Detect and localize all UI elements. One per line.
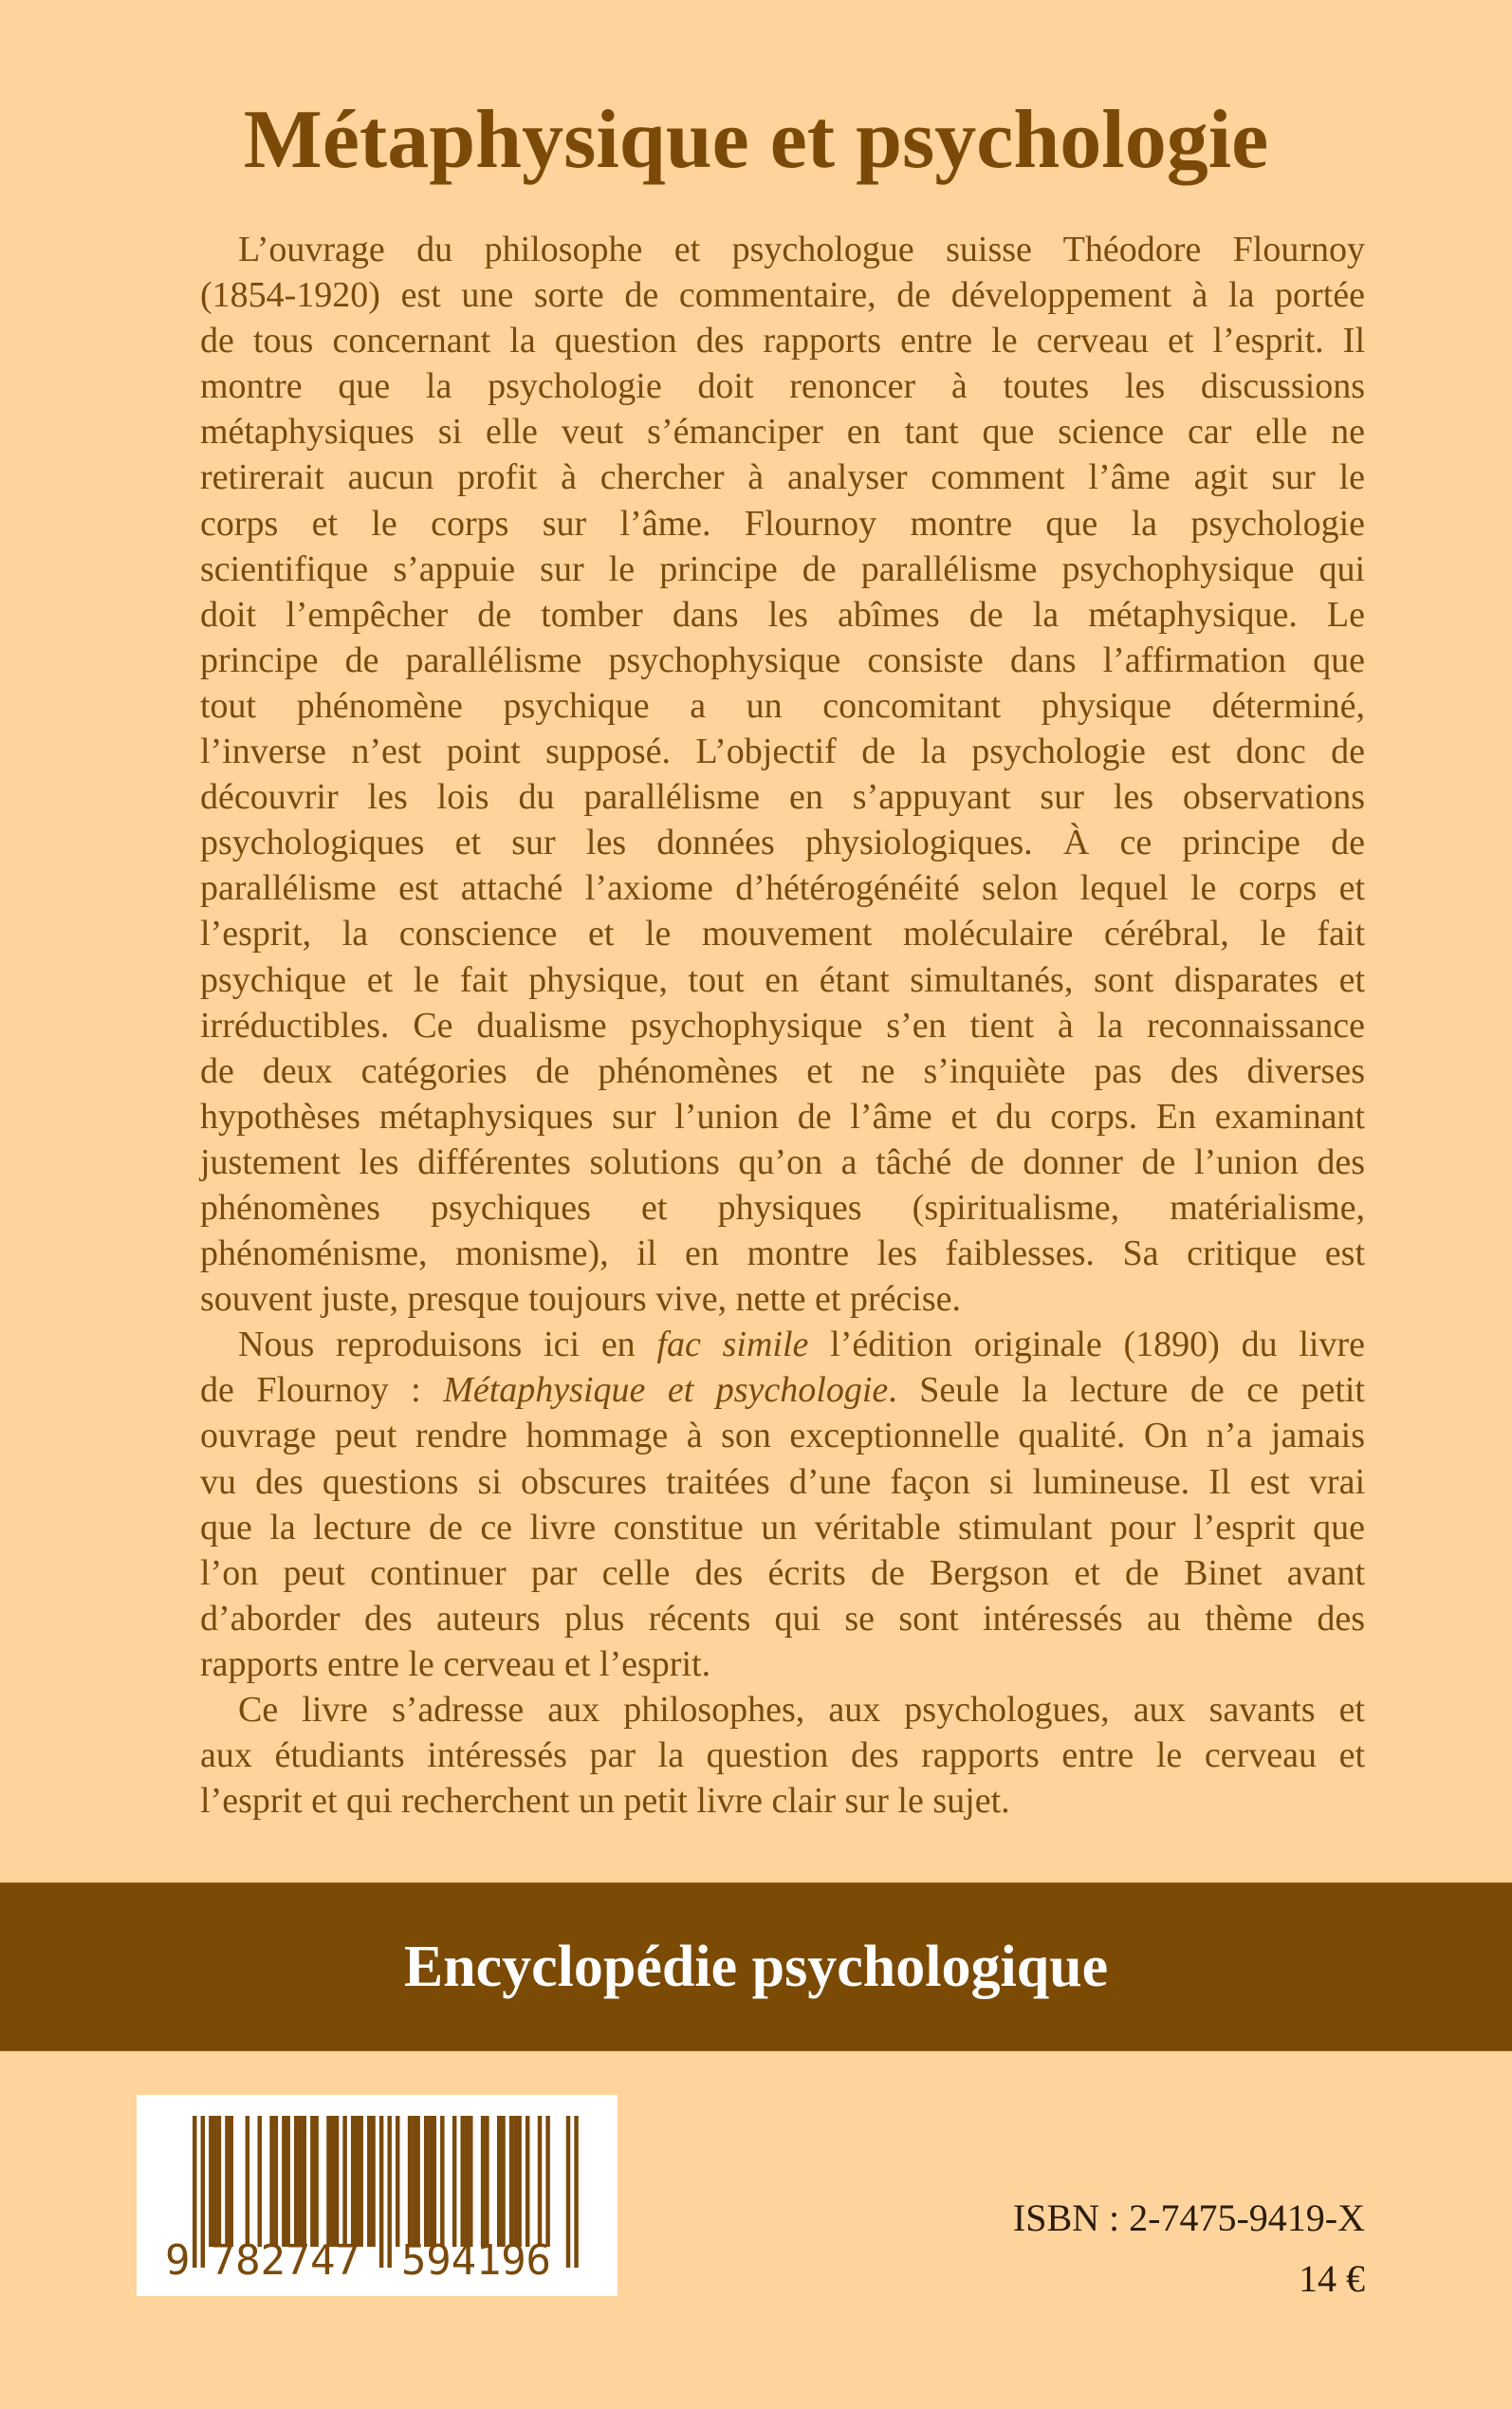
barcode-bar xyxy=(225,2116,229,2247)
text-line xyxy=(200,454,1365,500)
text-line xyxy=(200,547,1365,592)
text-segment: rapports entre le cerveau et l’esprit. xyxy=(200,1643,711,1684)
price: 14 € xyxy=(1299,2257,1365,2300)
barcode-bar xyxy=(428,2116,432,2247)
text-segment: . Seule la lecture de ce petit xyxy=(888,1370,1365,1411)
text-segment: hypothèses métaphysiques sur l’union de l’âme et du corps. En examinant xyxy=(200,1096,1365,1137)
text-line xyxy=(200,1550,1365,1596)
text-line xyxy=(200,592,1365,638)
barcode-bar xyxy=(509,2116,513,2247)
text-line xyxy=(200,409,1365,454)
text-line xyxy=(200,638,1365,683)
barcode-bar xyxy=(342,2116,346,2247)
paragraph xyxy=(200,1322,1365,1687)
barcode-bar xyxy=(335,2116,339,2247)
text-line xyxy=(200,1596,1365,1641)
text-segment: l’esprit et qui recherchent un petit livre clair sur le sujet. xyxy=(200,1781,1010,1822)
barcode-bar xyxy=(230,2116,233,2247)
text-segment: de tous concernant la question des rapports entre le cerveau et l’esprit. Il xyxy=(200,321,1365,361)
barcode-bar xyxy=(387,2116,391,2268)
text-segment: l’édition originale (1890) du livre xyxy=(808,1325,1365,1365)
text-segment: psychique et le fait physique, tout en étant simultanés, sont disparates et xyxy=(200,959,1365,1000)
text-segment: aux étudiants intéressés par la question des rapports entre le cerveau et xyxy=(200,1735,1365,1776)
barcode-bar xyxy=(371,2116,375,2247)
book-title: Métaphysique et psychologie xyxy=(243,94,1269,186)
barcode-bar xyxy=(331,2116,335,2247)
barcode-bar xyxy=(359,2116,362,2247)
text-segment: doit l’empêcher de tomber dans les abîmes de la métaphysique. Le xyxy=(200,594,1365,635)
barcode-bar xyxy=(282,2116,286,2247)
text-segment: métaphysiques si elle veut s’émanciper en tant que science car elle ne xyxy=(200,412,1365,453)
text-line xyxy=(200,774,1365,820)
text-line xyxy=(200,227,1365,272)
barcode-bar xyxy=(440,2116,444,2247)
barcode-bar xyxy=(326,2116,330,2247)
barcode-right-group-text: 594196 xyxy=(401,2236,551,2285)
barcode xyxy=(137,2095,618,2296)
text-segment: irréductibles. Ce dualisme psychophysique s’en tient à la reconnaissance xyxy=(200,1005,1365,1046)
barcode-bar xyxy=(269,2116,273,2247)
text-line xyxy=(200,1778,1365,1824)
barcode-bar xyxy=(465,2116,469,2247)
text-line xyxy=(200,1185,1365,1231)
barcode-bar xyxy=(209,2116,212,2247)
text-segment: parallélisme est attaché l’axiome d’hétérogénéité selon lequel le corps et xyxy=(200,868,1365,909)
barcode-bar xyxy=(566,2116,570,2268)
italic-title: fac simile xyxy=(656,1325,809,1365)
text-segment: justement les différentes solutions qu’on a tâché de donner de l’union des xyxy=(200,1141,1365,1182)
text-line xyxy=(200,1140,1365,1185)
barcode-bar xyxy=(469,2116,472,2247)
text-segment: souvent juste, presque toujours vive, nette et précise. xyxy=(200,1279,962,1320)
barcode-bar xyxy=(303,2116,306,2247)
barcode-first-digit-text: 9 xyxy=(165,2236,191,2285)
barcode-bar xyxy=(517,2116,521,2247)
barcode-bar xyxy=(485,2116,489,2247)
text-line xyxy=(200,1231,1365,1276)
barcode-bars xyxy=(137,2095,618,2296)
text-line xyxy=(200,1505,1365,1550)
text-segment: corps et le corps sur l’âme. Flournoy montre que la psychologie xyxy=(200,503,1365,544)
text-line xyxy=(200,1276,1365,1322)
barcode-bar xyxy=(314,2116,318,2247)
text-segment: principe de parallélisme psychophysique consiste dans l’affirmation que xyxy=(200,639,1365,680)
text-segment: L’ouvrage du philosophe et psychologue suisse Théodore Flournoy xyxy=(238,230,1365,269)
text-line xyxy=(200,1367,1365,1413)
barcode-bar xyxy=(294,2116,298,2247)
barcode-bar xyxy=(298,2116,302,2247)
text-segment: vu des questions si obscures traitées d’une façon si lumineuse. Il est vrai xyxy=(200,1461,1365,1502)
italic-title: Métaphysique et psychologie xyxy=(443,1370,889,1411)
text-segment: de Flournoy : xyxy=(200,1370,444,1411)
barcode-bar xyxy=(412,2116,415,2247)
text-line xyxy=(200,318,1365,363)
text-line xyxy=(200,1003,1365,1048)
series-title: Encyclopédie psychologique xyxy=(403,1934,1109,1999)
barcode-bar xyxy=(310,2116,314,2247)
text-segment: phénoménisme, monisme), il en montre les faiblesses. Sa critique est xyxy=(200,1233,1365,1274)
barcode-bar xyxy=(379,2116,383,2268)
barcode-bar xyxy=(217,2116,221,2247)
back-cover-blurb xyxy=(200,227,1365,1824)
text-segment: psychologiques et sur les données physiologiques. À ce principe de xyxy=(200,823,1365,863)
barcode-bar xyxy=(367,2116,371,2247)
text-line xyxy=(200,820,1365,865)
text-segment: l’esprit, la conscience et le mouvement moléculaire cérébral, le fait xyxy=(200,914,1365,954)
text-line xyxy=(200,1048,1365,1094)
text-line xyxy=(200,911,1365,956)
text-line xyxy=(200,683,1365,729)
barcode-bar xyxy=(286,2116,289,2247)
text-line xyxy=(200,1094,1365,1140)
text-line xyxy=(200,1413,1365,1458)
text-line xyxy=(200,865,1365,911)
barcode-bar xyxy=(460,2116,464,2247)
text-segment: que la lecture de ce livre constitue un véritable stimulant pour l’esprit que xyxy=(200,1507,1365,1547)
barcode-bar xyxy=(452,2116,456,2247)
text-line xyxy=(200,1322,1365,1367)
barcode-bar xyxy=(274,2116,278,2247)
barcode-bar xyxy=(201,2116,205,2268)
barcode-bar xyxy=(574,2116,578,2268)
text-segment: l’on peut continuer par celle des écrits de Bergson et de Binet avant xyxy=(200,1552,1365,1593)
barcode-bar xyxy=(481,2116,485,2247)
text-line xyxy=(200,363,1365,409)
text-segment: découvrir les lois du parallélisme en s’appuyant sur les observations xyxy=(200,777,1365,818)
text-segment: montre que la psychologie doit renoncer à toutes les discussions xyxy=(200,366,1365,407)
text-line xyxy=(200,272,1365,318)
barcode-bar xyxy=(351,2116,355,2247)
barcode-bar xyxy=(257,2116,261,2247)
text-line xyxy=(200,1459,1365,1505)
text-segment: scientifique s’appuie sur le principe de parallélisme psychophysique qui xyxy=(200,548,1365,589)
barcode-left-group-text: 782747 xyxy=(210,2236,360,2285)
barcode-bar xyxy=(246,2116,249,2247)
isbn: ISBN : 2-7475-9419-X xyxy=(1012,2196,1365,2239)
text-line xyxy=(200,1687,1365,1733)
text-segment: phénomènes psychiques et physiques (spiritualisme, matérialisme, xyxy=(200,1187,1365,1228)
series-band xyxy=(0,1882,1512,2051)
text-segment: (1854-1920) est une sorte de commentaire, de développement à la portée xyxy=(200,275,1365,316)
text-segment: retirerait aucun profit à chercher à analyser comment l’âme agit sur le xyxy=(200,457,1365,498)
barcode-bar xyxy=(497,2116,501,2247)
barcode-bar xyxy=(526,2116,529,2247)
barcode-bar xyxy=(424,2116,428,2247)
barcode-bar xyxy=(501,2116,505,2247)
barcode-bar xyxy=(193,2116,196,2268)
text-segment: l’inverse n’est point supposé. L’objectif de la psychologie est donc de xyxy=(200,732,1365,772)
barcode-bar xyxy=(538,2116,542,2247)
text-segment: ouvrage peut rendre hommage à son exceptionnelle qualité. On n’a jamais xyxy=(200,1416,1365,1456)
barcode-bar xyxy=(408,2116,412,2247)
text-line xyxy=(200,957,1365,1003)
text-segment: Ce livre s’adresse aux philosophes, aux psychologues, aux savants et xyxy=(238,1690,1365,1730)
barcode-bar xyxy=(433,2116,436,2247)
text-line xyxy=(200,1641,1365,1687)
text-segment: tout phénomène psychique a un concomitant physique déterminé, xyxy=(200,685,1365,726)
paragraph xyxy=(200,227,1365,1322)
text-segment: de deux catégories de phénomènes et ne s’inquiète pas des diverses xyxy=(200,1050,1365,1091)
barcode-bar xyxy=(355,2116,359,2247)
barcode-bar xyxy=(396,2116,399,2247)
barcode-bar xyxy=(212,2116,216,2247)
text-line xyxy=(200,501,1365,547)
paragraph xyxy=(200,1687,1365,1824)
barcode-bar xyxy=(513,2116,517,2247)
barcode-bar xyxy=(415,2116,419,2247)
text-segment: d’aborder des auteurs plus récents qui se sont intéressés au thème des xyxy=(200,1598,1365,1639)
text-line xyxy=(200,729,1365,774)
barcode-bar xyxy=(545,2116,549,2247)
text-segment: Nous reproduisons ici en xyxy=(238,1325,657,1365)
text-line xyxy=(200,1733,1365,1778)
